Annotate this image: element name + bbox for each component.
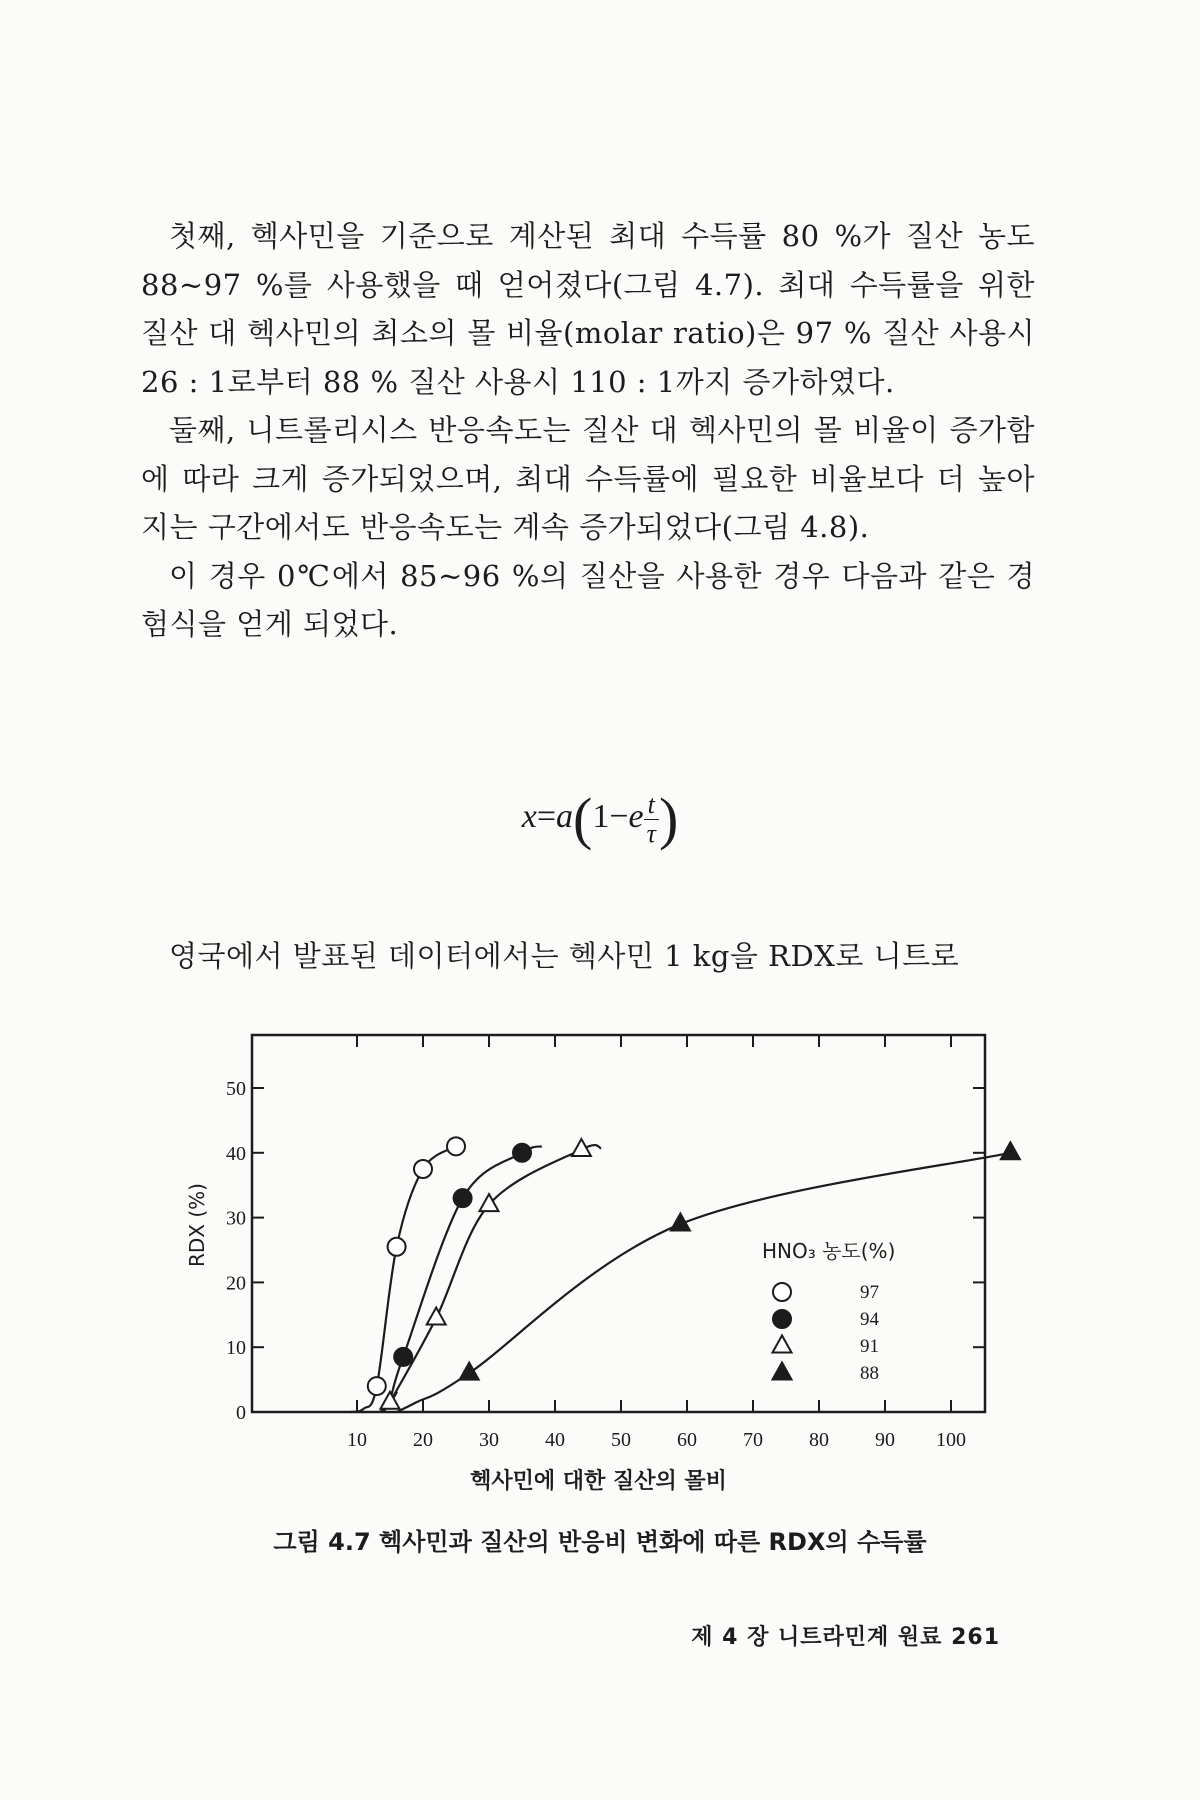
formula-open-paren: ( (573, 786, 593, 851)
x-tick-label: 50 (611, 1429, 631, 1451)
legend-marker-94 (773, 1310, 791, 1328)
legend-label-88: 88 (860, 1363, 879, 1384)
legend-label-94: 94 (860, 1309, 879, 1330)
y-tick-label: 20 (226, 1272, 246, 1295)
formula-denominator: τ (646, 818, 656, 848)
formula-equals: = (536, 797, 557, 835)
y-tick-label: 10 (226, 1337, 246, 1360)
series-88-point (460, 1363, 479, 1380)
paragraph-3: 이 경우 0℃에서 85~96 %의 질산을 사용한 경우 다음과 같은 경험식을 얻게 되었다. (141, 558, 1035, 641)
series-97-point (388, 1238, 406, 1256)
formula-one: 1 (592, 797, 610, 835)
legend-marker-91 (773, 1335, 792, 1352)
legend-label-97: 97 (860, 1282, 879, 1303)
series-94-line (380, 1146, 542, 1412)
x-tick-label: 70 (743, 1429, 763, 1451)
formula-numerator: t (644, 791, 659, 820)
y-axis-label: RDX (%) (185, 1183, 209, 1267)
paragraph-1: 첫째, 헥사민을 기준으로 계산된 최대 수득률 80 %가 질산 농도 88~97 %를 사용했을 때 얻어졌다(그림 4.7). 최대 수득률을 위한 질산 대 헥사민의 최소의 몰 비율(molar ratio)은 97 % 질산 사용시 26 : 1로부터 88 % 질산 사용시 110 : 1까지 증가하였다. (141, 219, 1035, 399)
y-tick-label: 30 (226, 1207, 246, 1230)
formula-lhs: x (521, 797, 537, 835)
x-axis-label: 헥사민에 대한 질산의 몰비 (470, 1469, 727, 1494)
series-94-point (513, 1144, 531, 1162)
x-tick-label: 80 (809, 1429, 829, 1451)
formula-minus: − (609, 797, 629, 835)
series-97-line (350, 1146, 456, 1412)
series-94-point (394, 1348, 412, 1366)
series-97-point (447, 1137, 465, 1155)
x-tick-label: 20 (413, 1429, 433, 1451)
x-tick-label: 100 (936, 1429, 966, 1451)
legend-title: HNO₃ 농도(%) (762, 1239, 896, 1263)
paragraph-2: 둘째, 니트롤리시스 반응속도는 질산 대 헥사민의 몰 비율이 증가함에 따라 크게 증가되었으며, 최대 수득률에 필요한 비율보다 더 높아지는 구간에서도 반응속도는 계속 증가되었다(그림 4.8). (141, 413, 1035, 544)
series-88-line (397, 1153, 1011, 1412)
series-97-point (414, 1160, 432, 1178)
x-tick-label: 10 (347, 1429, 367, 1451)
legend-marker-97 (773, 1283, 791, 1301)
x-tick-label: 90 (875, 1429, 895, 1451)
page-footer: 제 4 장 니트라민계 원료 261 (691, 1625, 1000, 1650)
x-tick-label: 40 (545, 1429, 565, 1451)
legend-label-91: 91 (860, 1336, 879, 1357)
formula-a: a (556, 797, 574, 835)
y-tick-label: 0 (236, 1402, 246, 1424)
figure-caption: 그림 4.7 헥사민과 질산의 반응비 변화에 따른 RDX의 수득률 (273, 1528, 927, 1556)
series-88-point (1001, 1142, 1020, 1159)
series-97-point (368, 1377, 386, 1395)
formula-close-paren: ) (658, 786, 679, 851)
formula-e: e (628, 797, 644, 835)
x-tick-label: 30 (479, 1429, 499, 1451)
series-94-point (454, 1189, 472, 1207)
y-tick-label: 50 (226, 1078, 246, 1100)
paragraph-4: 영국에서 발표된 데이터에서는 헥사민 1 kg을 RDX로 니트로 (169, 939, 960, 973)
series-91-point (427, 1308, 446, 1325)
y-tick-label: 40 (226, 1142, 246, 1165)
x-tick-label: 60 (677, 1429, 697, 1451)
legend-marker-88 (773, 1362, 792, 1379)
